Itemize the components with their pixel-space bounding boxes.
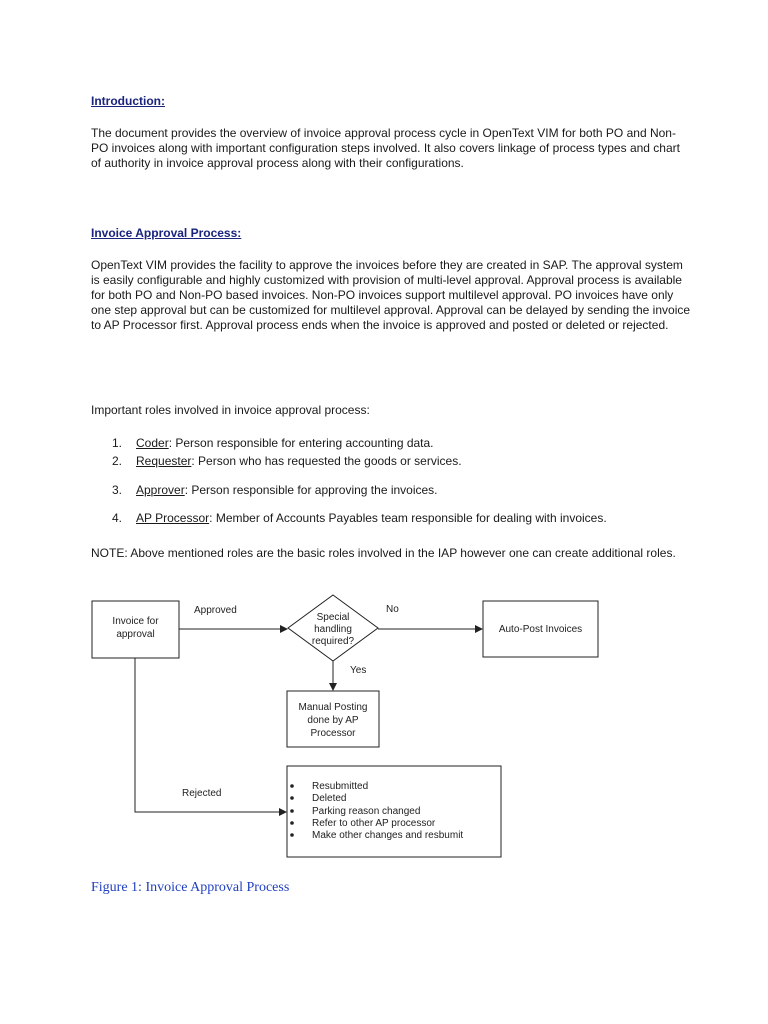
role-item-coder xyxy=(112,436,434,450)
role-description: : Person who has requested the goods or services. xyxy=(191,454,462,468)
decision-label-line1: Special xyxy=(316,612,350,623)
manual-posting-label-line2: done by AP xyxy=(307,715,359,726)
option-parking-reason: Parking reason changed xyxy=(312,806,421,817)
role-item-approver xyxy=(112,483,438,497)
role-item-ap-processor xyxy=(112,511,607,525)
option-refer-ap-processor: Refer to other AP processor xyxy=(312,818,436,829)
role-term: Approver xyxy=(136,483,185,497)
role-term: Requester xyxy=(136,454,192,468)
start-box-label-line1: Invoice for xyxy=(112,616,159,627)
option-resubmitted: Resubmitted xyxy=(312,781,369,792)
role-item-requester xyxy=(112,454,462,468)
invoice-approval-flowchart xyxy=(0,590,768,870)
approval-process-heading: Invoice Approval Process: xyxy=(91,226,242,240)
role-description: : Member of Accounts Payables team responsible for dealing with invoices. xyxy=(209,511,607,525)
figure-caption: Figure 1: Invoice Approval Process xyxy=(91,880,290,895)
roles-intro: Important roles involved in invoice approval process: xyxy=(91,403,370,417)
role-term: Coder xyxy=(136,436,169,450)
manual-posting-label-line1: Manual Posting xyxy=(298,702,368,713)
manual-posting-label-line3: Processor xyxy=(310,728,356,739)
approval-process-paragraph: OpenText VIM provides the facility to approve the invoices before they are created in SAP. The approval system is easily configurable and highly customized with provision of multi-level approval. Approval process is available for both PO and Non-PO based invoices. Non-PO invoices support multilevel approval. PO invoices have only one step approval but can be customized for multilevel approval. Approval can be delayed by sending the invoice to AP Processor first. Approval process ends when the invoice is approved and posted or deleted or rejected. xyxy=(91,258,691,332)
no-label: No xyxy=(386,604,399,615)
role-number: 2. xyxy=(112,454,123,468)
role-number: 4. xyxy=(112,511,123,525)
role-description: : Person responsible for entering accounting data. xyxy=(168,436,434,450)
option-make-other-changes: Make other changes and resbumit xyxy=(312,830,464,841)
option-bullet xyxy=(290,833,294,837)
role-number: 1. xyxy=(112,436,123,450)
option-bullet xyxy=(290,796,294,800)
role-description: : Person responsible for approving the invoices. xyxy=(184,483,438,497)
option-bullet xyxy=(290,809,294,813)
decision-label-line3: required? xyxy=(311,636,355,647)
introduction-paragraph: The document provides the overview of invoice approval process cycle in OpenText VIM for both PO and Non-PO invoices along with important configuration steps involved. It also covers linkage of process types and chart of authority in invoice approval process along with their configurations. xyxy=(91,126,680,170)
option-deleted: Deleted xyxy=(312,793,347,804)
roles-note: NOTE: Above mentioned roles are the basic roles involved in the IAP however one can create additional roles. xyxy=(91,546,676,560)
role-number: 3. xyxy=(112,483,123,497)
decision-label-line2: handling xyxy=(314,624,352,635)
role-term: AP Processor xyxy=(136,511,210,525)
start-box-label-line2: approval xyxy=(116,629,155,640)
option-bullet xyxy=(290,784,294,788)
approved-label: Approved xyxy=(194,605,237,616)
auto-post-label: Auto-Post Invoices xyxy=(498,624,583,635)
option-bullet xyxy=(290,821,294,825)
introduction-heading: Introduction: xyxy=(91,94,165,108)
rejected-label: Rejected xyxy=(182,788,222,799)
yes-label: Yes xyxy=(350,665,367,676)
